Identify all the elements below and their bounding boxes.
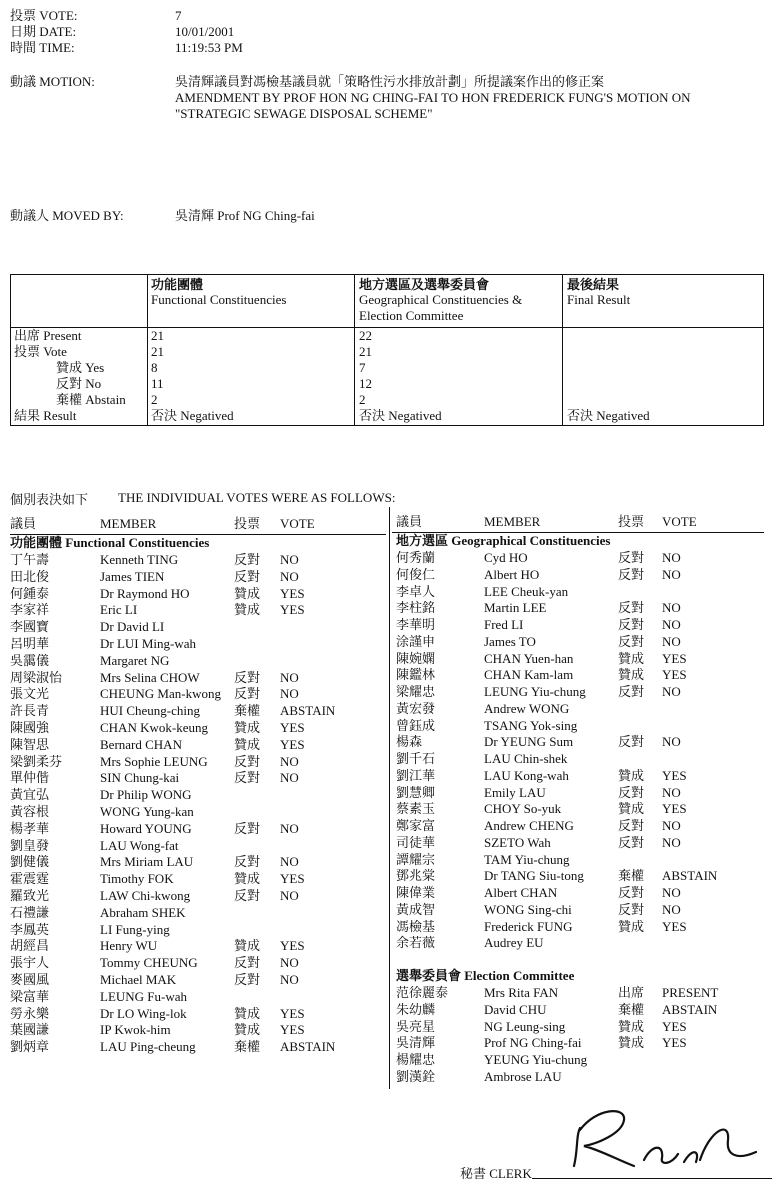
member-name-en: Mrs Miriam LAU — [100, 854, 194, 870]
member-name-zh: 劉健儀 — [10, 854, 50, 870]
member-name-en: Mrs Sophie LEUNG — [100, 753, 208, 769]
vote-zh: 反對 — [618, 834, 645, 850]
vote-zh: 贊成 — [234, 720, 261, 735]
vote-zh: 反對 — [618, 600, 645, 616]
member-name-zh: 黃成智 — [396, 901, 436, 917]
moved-by-label: 動議人 MOVED BY: — [10, 208, 124, 223]
vote-zh: 反對 — [618, 784, 645, 800]
member-name-zh: 陳偉業 — [396, 885, 436, 900]
member-name-en: Andrew WONG — [484, 700, 570, 716]
clerk-signature-line — [532, 1178, 772, 1179]
vote-en: NO — [662, 617, 681, 632]
member-name-zh: 司徒華 — [396, 834, 436, 850]
member-name-en: TAM Yiu-chung — [484, 851, 570, 867]
vote-zh: 反對 — [234, 955, 261, 971]
member-name-zh: 劉慧卿 — [396, 784, 436, 800]
member-name-zh: 何秀蘭 — [396, 550, 436, 565]
vote-en: NO — [662, 633, 681, 649]
vote-label: 投票 VOTE: — [10, 8, 78, 23]
vote-en: NO — [280, 820, 299, 836]
vote-en: YES — [662, 1035, 687, 1051]
vote-zh: 反對 — [234, 820, 261, 836]
vote-zh: 贊成 — [234, 871, 261, 887]
member-name-en: Dr LUI Ming-wah — [100, 636, 197, 651]
member-name-zh: 單仲偕 — [10, 770, 50, 786]
member-name-zh: 吳亮星 — [396, 1018, 436, 1034]
member-name-en: LAU Kong-wah — [484, 767, 569, 783]
vote-en: YES — [662, 667, 687, 683]
member-name-en: Eric LI — [100, 602, 138, 618]
member-name-zh: 范徐麗泰 — [396, 985, 449, 1000]
vote-zh: 反對 — [618, 617, 645, 632]
vote-en: NO — [280, 888, 299, 903]
vote-en: NO — [662, 784, 681, 800]
row-label-abstain: 棄權 Abstain — [56, 392, 126, 407]
vote-zh: 反對 — [618, 901, 645, 917]
member-name-en: Dr YEUNG Sum — [484, 734, 574, 750]
vote-zh: 贊成 — [618, 801, 645, 817]
member-name-en: YEUNG Yiu-chung — [484, 1052, 588, 1068]
vote-zh: 反對 — [618, 734, 645, 750]
vote-zh: 棄權 — [618, 868, 645, 884]
member-name-en: Michael MAK — [100, 972, 177, 987]
vote-zh: 棄權 — [234, 1039, 261, 1055]
right-member-zh-header: 議員 — [396, 514, 423, 529]
votes-intro-zh: 個別表決如下 — [10, 492, 89, 507]
gc-abstain: 2 — [359, 392, 366, 407]
vote-zh: 贊成 — [618, 667, 645, 683]
member-name-en: CHAN Yuen-han — [484, 650, 574, 666]
member-name-zh: 李國寶 — [10, 619, 50, 635]
vote-en: ABSTAIN — [280, 703, 336, 719]
vote-en: NO — [662, 734, 681, 750]
member-name-zh: 勞永樂 — [10, 1005, 50, 1021]
motion-title-en-1: AMENDMENT BY PROF HON NG CHING-FAI TO HON FREDERICK FUNG'S MOTION ON — [175, 90, 691, 105]
member-name-zh: 劉千石 — [396, 751, 436, 766]
vote-en: YES — [662, 1018, 687, 1034]
member-name-zh: 李家祥 — [10, 602, 50, 618]
member-name-zh: 李鳳英 — [10, 921, 50, 937]
vote-zh: 反對 — [234, 552, 261, 567]
member-name-en: CHOY So-yuk — [484, 801, 562, 817]
vote-en: NO — [280, 854, 299, 870]
member-name-en: James TO — [484, 633, 536, 649]
member-name-en: Frederick FUNG — [484, 918, 573, 934]
clerk-label: 秘書 CLERK — [460, 1166, 532, 1181]
member-name-en: Timothy FOK — [100, 871, 174, 887]
vote-zh: 出席 — [618, 985, 645, 1000]
member-name-zh: 劉皇發 — [10, 837, 50, 853]
fc-yes: 8 — [151, 360, 158, 375]
motion-title-zh: 吳清輝議員對馮檢基議員就「策略性污水排放計劃」所提議案作出的修正案 — [175, 74, 605, 89]
member-name-zh: 梁劉柔芬 — [10, 753, 63, 769]
member-name-zh: 黃容根 — [10, 804, 50, 819]
member-name-zh: 余若薇 — [396, 935, 436, 951]
member-name-zh: 劉江華 — [396, 767, 436, 783]
vote-zh: 贊成 — [234, 938, 261, 954]
member-name-zh: 鄭家富 — [396, 818, 436, 833]
member-name-en: Tommy CHEUNG — [100, 955, 198, 971]
member-name-en: Dr TANG Siu-tong — [484, 868, 584, 884]
member-name-en: WONG Yung-kan — [100, 804, 194, 819]
member-name-zh: 楊森 — [396, 734, 423, 750]
member-name-en: Dr Philip WONG — [100, 787, 192, 803]
member-name-zh: 蔡素玉 — [396, 801, 436, 817]
vote-en: YES — [662, 801, 687, 817]
vote-number: 7 — [175, 8, 182, 23]
vote-zh: 反對 — [234, 669, 261, 685]
row-label-vote: 投票 Vote — [14, 344, 67, 359]
member-name-zh: 麥國風 — [10, 972, 50, 987]
vote-en: NO — [662, 885, 681, 900]
vote-zh: 棄權 — [618, 1001, 645, 1017]
vote-en: ABSTAIN — [662, 868, 718, 884]
ec-section-title: 選舉委員會 Election Committee — [396, 968, 575, 983]
member-name-zh: 黃宏發 — [396, 700, 436, 716]
member-name-zh: 譚耀宗 — [396, 851, 436, 867]
member-name-en: Ambrose LAU — [484, 1069, 562, 1084]
member-name-en: Dr LO Wing-lok — [100, 1005, 187, 1021]
moved-by-value: 吳清輝 Prof NG Ching-fai — [175, 208, 315, 223]
vote-en: YES — [662, 650, 687, 666]
member-name-en: IP Kwok-him — [100, 1022, 171, 1038]
motion-label: 動議 MOTION: — [10, 74, 95, 89]
vote-zh: 反對 — [618, 633, 645, 649]
right-vote-zh-header: 投票 — [618, 514, 645, 529]
vote-zh: 贊成 — [234, 1022, 261, 1038]
gc-no: 12 — [359, 376, 372, 391]
vote-zh: 反對 — [234, 770, 261, 786]
col-gc-en-1: Geographical Constituencies & — [359, 292, 523, 307]
vote-en: NO — [280, 686, 299, 702]
right-member-en-header: MEMBER — [484, 514, 541, 529]
vote-zh: 反對 — [234, 854, 261, 870]
member-name-zh: 鄧兆棠 — [396, 868, 436, 884]
gc-yes: 7 — [359, 360, 366, 375]
member-name-zh: 霍震霆 — [10, 871, 50, 887]
vote-en: NO — [662, 818, 681, 833]
col-final-en: Final Result — [567, 292, 631, 307]
member-name-en: Abraham SHEK — [100, 904, 186, 920]
member-name-zh: 葉國謙 — [10, 1022, 50, 1038]
member-name-en: Bernard CHAN — [100, 736, 182, 752]
vote-en: NO — [280, 972, 299, 987]
member-name-en: LEUNG Fu-wah — [100, 988, 188, 1004]
gc-result: 否決 Negatived — [359, 408, 442, 423]
member-name-en: Albert CHAN — [484, 885, 558, 900]
member-name-en: Martin LEE — [484, 600, 547, 616]
row-label-no: 反對 No — [56, 376, 102, 391]
vote-en: NO — [280, 770, 299, 786]
left-member-zh-header: 議員 — [10, 516, 37, 531]
member-name-en: LEE Cheuk-yan — [484, 583, 569, 599]
member-name-zh: 李柱銘 — [396, 600, 436, 616]
vote-zh: 贊成 — [234, 1005, 261, 1021]
clerk-signature — [560, 1100, 780, 1180]
col-final-zh: 最後結果 — [567, 277, 620, 292]
member-name-zh: 黃宜弘 — [10, 787, 50, 803]
vote-en: NO — [280, 955, 299, 971]
member-name-en: CHAN Kwok-keung — [100, 720, 208, 735]
member-name-zh: 劉炳章 — [10, 1039, 50, 1055]
row-label-result: 結果 Result — [14, 408, 77, 423]
vote-zh: 反對 — [618, 684, 645, 699]
member-name-zh: 呂明華 — [10, 636, 50, 651]
vote-en: NO — [662, 901, 681, 917]
vote-en: YES — [280, 736, 305, 752]
vote-en: YES — [280, 602, 305, 618]
summary-table — [10, 274, 764, 426]
member-name-en: HUI Cheung-ching — [100, 703, 201, 719]
row-label-yes: 贊成 Yes — [56, 360, 105, 375]
member-name-zh: 陳婉嫻 — [396, 650, 436, 666]
left-vote-zh-header: 投票 — [234, 516, 261, 531]
member-name-zh: 梁耀忠 — [396, 684, 436, 699]
vote-en: NO — [280, 753, 299, 769]
member-name-en: Henry WU — [100, 938, 158, 954]
vote-zh: 贊成 — [618, 1035, 645, 1051]
vote-en: YES — [280, 1005, 305, 1021]
member-name-zh: 何俊仁 — [396, 566, 436, 582]
vote-en: NO — [280, 669, 299, 685]
member-name-zh: 劉漢銓 — [396, 1069, 436, 1084]
member-name-zh: 楊耀忠 — [396, 1052, 436, 1068]
column-divider — [389, 507, 390, 1089]
col-fc-en: Functional Constituencies — [151, 292, 287, 307]
member-name-en: Dr David LI — [100, 619, 165, 635]
left-member-en-header: MEMBER — [100, 516, 157, 531]
member-name-zh: 石禮謙 — [10, 904, 50, 920]
votes-intro-en: THE INDIVIDUAL VOTES WERE AS FOLLOWS: — [118, 490, 396, 505]
vote-zh: 贊成 — [234, 585, 261, 601]
vote-zh: 反對 — [234, 753, 261, 769]
vote-zh: 贊成 — [618, 1018, 645, 1034]
vote-zh: 反對 — [618, 818, 645, 833]
time-value: 11:19:53 PM — [175, 40, 243, 55]
member-name-en: Mrs Rita FAN — [484, 985, 559, 1000]
member-name-en: LAW Chi-kwong — [100, 888, 191, 903]
member-name-en: James TIEN — [100, 568, 165, 584]
member-name-zh: 田北俊 — [10, 568, 50, 584]
member-name-en: SIN Chung-kai — [100, 770, 180, 786]
gc-section-title: 地方選區 Geographical Constituencies — [396, 533, 611, 548]
vote-zh: 贊成 — [234, 602, 261, 618]
member-name-zh: 曾鈺成 — [396, 717, 436, 733]
member-name-en: LEUNG Yiu-chung — [484, 684, 586, 699]
member-name-zh: 陳國強 — [10, 720, 50, 735]
member-name-en: LAU Wong-fat — [100, 837, 179, 853]
member-name-zh: 梁富華 — [10, 988, 50, 1004]
member-name-zh: 李華明 — [396, 617, 436, 632]
member-name-zh: 張文光 — [10, 686, 50, 702]
member-name-en: CHEUNG Man-kwong — [100, 686, 221, 702]
col-gc-zh: 地方選區及選舉委員會 — [359, 277, 490, 292]
member-name-zh: 張宇人 — [10, 955, 50, 971]
vote-en: NO — [280, 568, 299, 584]
vote-en: NO — [662, 684, 681, 699]
member-name-zh: 許長青 — [10, 703, 50, 719]
member-name-zh: 陳智思 — [10, 736, 50, 752]
member-name-en: Howard YOUNG — [100, 820, 192, 836]
fc-result: 否決 Negatived — [151, 408, 234, 423]
member-name-zh: 楊孝華 — [10, 820, 50, 836]
fc-present: 21 — [151, 328, 164, 343]
vote-en: YES — [280, 871, 305, 887]
member-name-en: NG Leung-sing — [484, 1018, 566, 1034]
vote-en: YES — [280, 720, 305, 735]
member-name-zh: 涂謹申 — [396, 633, 436, 649]
vote-zh: 贊成 — [234, 736, 261, 752]
member-name-en: Prof NG Ching-fai — [484, 1035, 582, 1051]
member-name-en: David CHU — [484, 1001, 547, 1017]
fc-section-title: 功能團體 Functional Constituencies — [10, 535, 210, 550]
member-name-zh: 吳清輝 — [396, 1035, 436, 1051]
member-name-en: Fred LI — [484, 617, 524, 632]
vote-en: NO — [662, 550, 681, 565]
vote-en: ABSTAIN — [280, 1039, 336, 1055]
row-label-present: 出席 Present — [14, 328, 82, 343]
left-vote-en-header: VOTE — [280, 516, 315, 531]
vote-zh: 贊成 — [618, 650, 645, 666]
member-name-en: TSANG Yok-sing — [484, 717, 578, 733]
vote-zh: 反對 — [234, 686, 261, 702]
member-name-zh: 丁午壽 — [10, 552, 50, 567]
member-name-en: Albert HO — [484, 566, 540, 582]
vote-zh: 反對 — [618, 550, 645, 565]
motion-title-en-2: "STRATEGIC SEWAGE DISPOSAL SCHEME" — [175, 106, 433, 121]
date-label: 日期 DATE: — [10, 24, 77, 39]
member-name-en: Margaret NG — [100, 652, 170, 668]
time-label: 時間 TIME: — [10, 40, 75, 55]
member-name-zh: 吳靄儀 — [10, 652, 50, 668]
col-gc-en-2: Election Committee — [359, 308, 464, 323]
member-name-en: Mrs Selina CHOW — [100, 669, 200, 685]
member-name-en: CHAN Kam-lam — [484, 667, 574, 683]
member-name-en: LAU Ping-cheung — [100, 1039, 196, 1055]
vote-en: NO — [662, 834, 681, 850]
vote-zh: 反對 — [618, 566, 645, 582]
right-vote-en-header: VOTE — [662, 514, 697, 529]
member-name-zh: 李卓人 — [396, 583, 436, 599]
vote-zh: 反對 — [234, 972, 261, 987]
member-name-zh: 朱幼麟 — [396, 1001, 436, 1017]
vote-zh: 棄權 — [234, 703, 261, 719]
member-name-en: Emily LAU — [484, 784, 546, 800]
member-name-zh: 陳鑑林 — [396, 667, 436, 683]
member-name-zh: 羅致光 — [10, 888, 50, 903]
member-name-zh: 胡經昌 — [10, 938, 50, 954]
member-name-zh: 何鍾泰 — [10, 585, 50, 601]
vote-zh: 反對 — [618, 885, 645, 900]
date-value: 10/01/2001 — [175, 24, 235, 39]
vote-zh: 贊成 — [618, 767, 645, 783]
vote-en: YES — [280, 1022, 305, 1038]
member-name-en: Andrew CHENG — [484, 818, 574, 833]
member-name-en: LAU Chin-shek — [484, 751, 568, 766]
col-fc-zh: 功能團體 — [151, 277, 204, 292]
gc-present: 22 — [359, 328, 372, 343]
member-name-en: Kenneth TING — [100, 552, 179, 567]
member-name-zh: 周梁淑怡 — [10, 669, 63, 685]
vote-zh: 反對 — [234, 888, 261, 903]
vote-zh: 反對 — [234, 568, 261, 584]
vote-en: YES — [662, 767, 687, 783]
vote-en: YES — [662, 918, 687, 934]
vote-en: NO — [662, 600, 681, 616]
final-result: 否決 Negatived — [567, 408, 650, 423]
vote-en: YES — [280, 938, 305, 954]
vote-en: PRESENT — [662, 985, 719, 1000]
fc-abstain: 2 — [151, 392, 158, 407]
vote-en: YES — [280, 585, 305, 601]
vote-en: NO — [280, 552, 299, 567]
member-name-zh: 馮檢基 — [396, 918, 436, 934]
member-name-en: LI Fung-ying — [100, 921, 170, 937]
gc-vote: 21 — [359, 344, 372, 359]
fc-vote: 21 — [151, 344, 164, 359]
vote-zh: 贊成 — [618, 918, 645, 934]
member-name-en: WONG Sing-chi — [484, 901, 572, 917]
member-name-en: SZETO Wah — [484, 834, 551, 850]
member-name-en: Cyd HO — [484, 550, 528, 565]
fc-no: 11 — [151, 376, 164, 391]
member-name-en: Audrey EU — [484, 935, 544, 951]
vote-en: ABSTAIN — [662, 1001, 718, 1017]
member-name-en: Dr Raymond HO — [100, 585, 190, 601]
vote-en: NO — [662, 566, 681, 582]
